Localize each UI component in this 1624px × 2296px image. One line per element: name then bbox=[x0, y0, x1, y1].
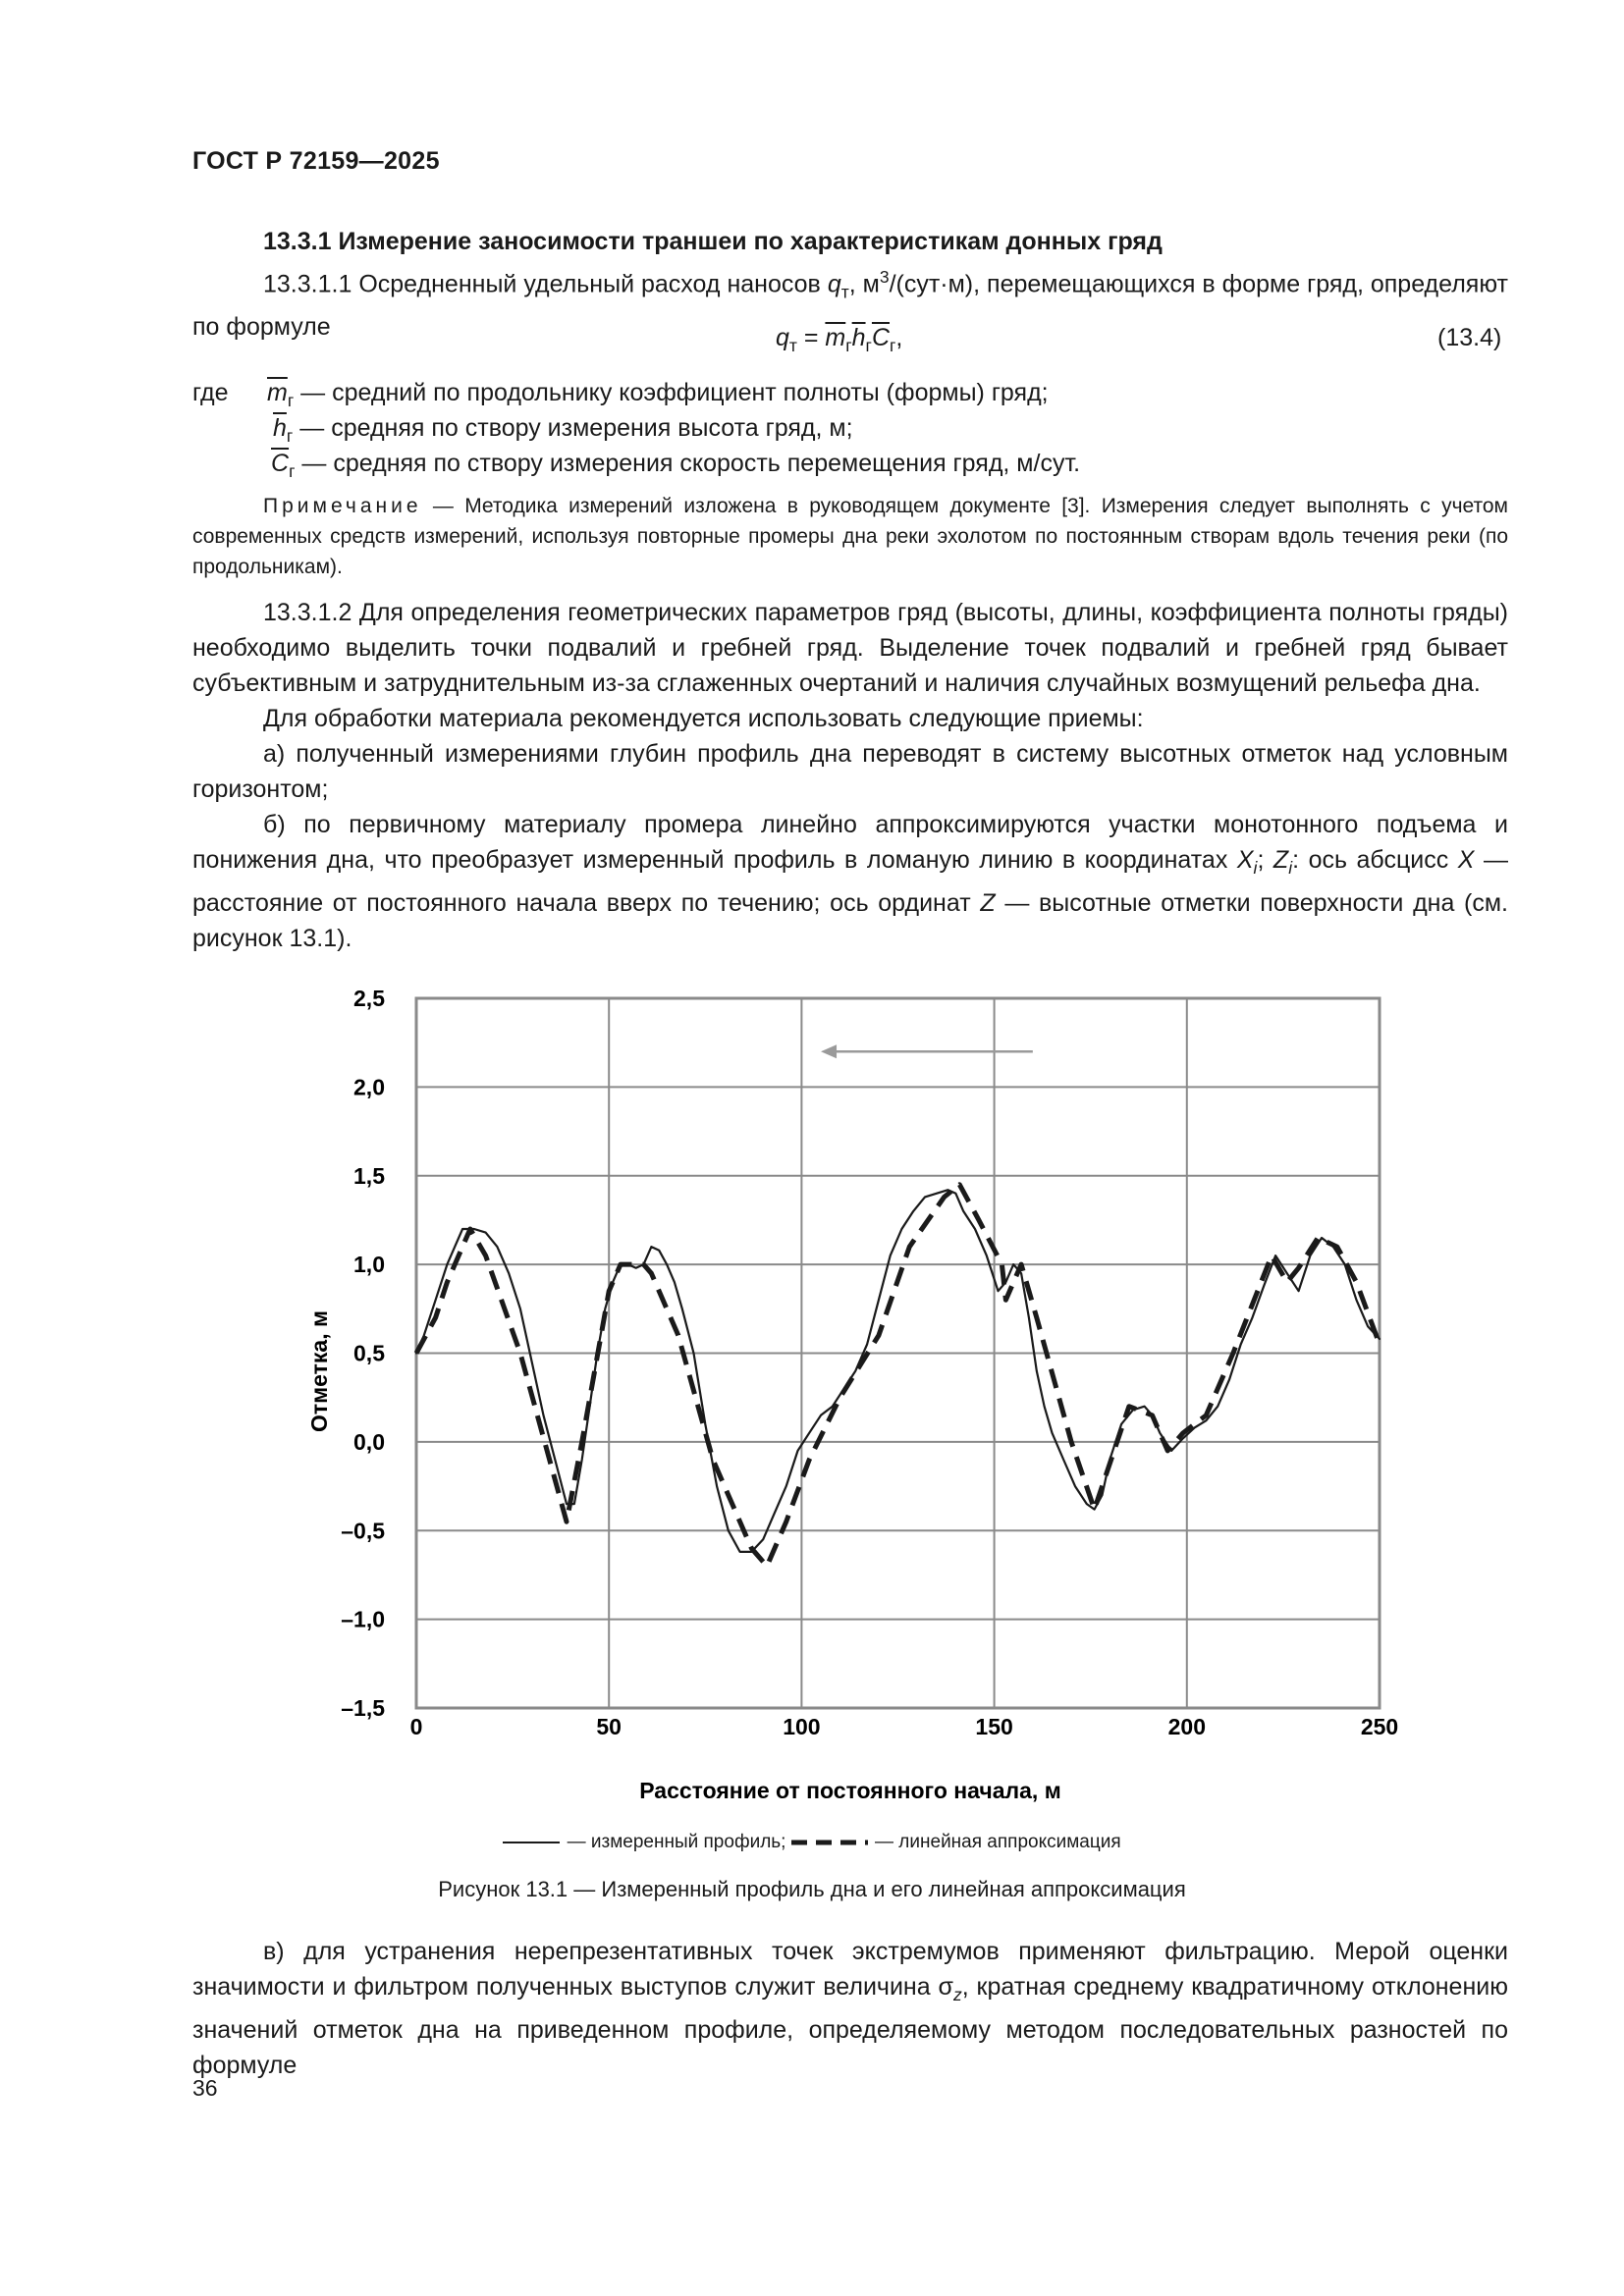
y-tick-label: 0,5 bbox=[353, 1340, 385, 1366]
y-tick-label: 1,5 bbox=[353, 1162, 385, 1189]
section-body-3 bbox=[192, 1934, 1508, 2083]
formula-13-4: $q_т = \overline{m}_г\overline{h}_г\overline{C}_г$, bbox=[776, 324, 903, 355]
legend-approx: — линейная аппроксимация bbox=[869, 1832, 1121, 1852]
paragraph-13-3-1-1: 13.3.1.1 Осредненный удельный расход наносов $q_т$, $м^3/(сут\cdot м)$, перемещающихся в форме гряд, определяют по формуле bbox=[192, 267, 1508, 342]
document-code: ГОСТ Р 72159—2025 bbox=[192, 147, 440, 175]
figure-caption: Рисунок 13.1 — Измеренный профиль дна и его линейная аппроксимация bbox=[438, 1877, 1186, 1901]
y-tick-label: 1,0 bbox=[353, 1252, 385, 1278]
note-label: Примечание bbox=[263, 495, 422, 517]
paragraph-item-v: в) для устранения нерепрезентативных точек экстремумов применяют фильтрацию. Мерой оценки значимости и фильтром полученных выступов служит величина $\sigma_z$, кратная среднему квадратичному отклонению значений отметок дна на приведенном профиле, определяемому методом последовательных разностей по формуле bbox=[192, 1938, 1508, 2079]
series-line-measured bbox=[416, 1190, 1380, 1552]
formula-number: (13.4) bbox=[1437, 324, 1502, 351]
x-tick-label: 150 bbox=[975, 1714, 1013, 1739]
x-tick-label: 200 bbox=[1167, 1714, 1206, 1739]
bottom-profile-chart bbox=[0, 982, 1624, 1826]
page-number: 36 bbox=[192, 2075, 218, 2101]
paragraph-methods-intro: Для обработки материала рекомендуется использовать следующие приемы: bbox=[263, 705, 1144, 732]
x-tick-label: 250 bbox=[1360, 1714, 1399, 1739]
y-tick-label: 2,0 bbox=[353, 1074, 385, 1100]
y-tick-label: 2,5 bbox=[353, 986, 385, 1011]
where-row-c: $\overline{C}_г$ — средняя по створу измерения скорость перемещения гряд, м/сут. bbox=[271, 450, 1081, 481]
legend-dashed-swatch bbox=[791, 1837, 870, 1848]
paragraph-item-b: б) по первичному материалу промера линейно аппроксимируются участки монотонного подъема и понижения дна, что преобразует измеренный профиль в ломаную линию в координатах $X_i$; $Z_i$: ось абсцисс X — расстояние от постоянного начала вверх по течению; ось ординат Z — высотные отметки поверхности дна (см. рисунок 13.1). bbox=[192, 811, 1508, 952]
legend-solid-swatch bbox=[503, 1837, 562, 1848]
x-tick-label: 0 bbox=[409, 1714, 423, 1739]
y-tick-label: –1,0 bbox=[341, 1606, 385, 1632]
section-body-2 bbox=[192, 595, 1508, 956]
x-tick-label: 50 bbox=[596, 1714, 622, 1739]
y-tick-labels bbox=[341, 986, 385, 1721]
flow-direction-arrow bbox=[821, 1044, 1033, 1058]
where-row-h: $\overline{h}_г$ — средняя по створу измерения высота гряд, м; bbox=[273, 414, 853, 446]
section-title: 13.3.1 Измерение заносимости траншеи по характеристикам донных гряд bbox=[263, 228, 1163, 255]
x-tick-labels bbox=[410, 1714, 1399, 1739]
y-tick-label: –1,5 bbox=[341, 1695, 385, 1721]
where-row-m: $\overline{m}_г$ — средний по продольнику коэффициент полноты (формы) гряд; bbox=[267, 379, 1049, 410]
paragraph-13-3-1-2: 13.3.1.2 Для определения геометрических параметров гряд (высоты, длины, коэффициента полноты гряды) необходимо выделить точки подвалий и гребней гряд. Выделение точек подвалий и гребней гряд бывает субъективным и затруднительным из-за сглаженных очертаний и наличия случайных возмущений рельефа дна. bbox=[192, 599, 1508, 697]
y-tick-label: –0,5 bbox=[341, 1518, 385, 1544]
paragraph-item-a: а) полученный измерениями глубин профиль дна переводят в систему высотных отметок над условным горизонтом; bbox=[192, 740, 1508, 803]
series-line-approximation bbox=[416, 1185, 1380, 1567]
y-axis-label: Отметка, м bbox=[306, 1309, 332, 1433]
x-tick-label: 100 bbox=[783, 1714, 821, 1739]
where-word: где bbox=[192, 379, 229, 406]
chart-legend bbox=[0, 1832, 1624, 1853]
arrow-head bbox=[821, 1044, 837, 1058]
chart-series bbox=[416, 1185, 1380, 1567]
legend-measured: — измеренный профиль; bbox=[562, 1832, 786, 1852]
x-axis-label: Расстояние от постоянного начала, м bbox=[639, 1778, 1061, 1803]
y-tick-label: 0,0 bbox=[353, 1428, 385, 1455]
note: Примечание — Методика измерений изложена в руководящем документе [3]. Измерения следует выполнять с учетом современных средств измерений, используя повторные промеры дна реки эхолотом по постоянным створам вдоль течения реки (по продольникам). bbox=[192, 495, 1508, 578]
